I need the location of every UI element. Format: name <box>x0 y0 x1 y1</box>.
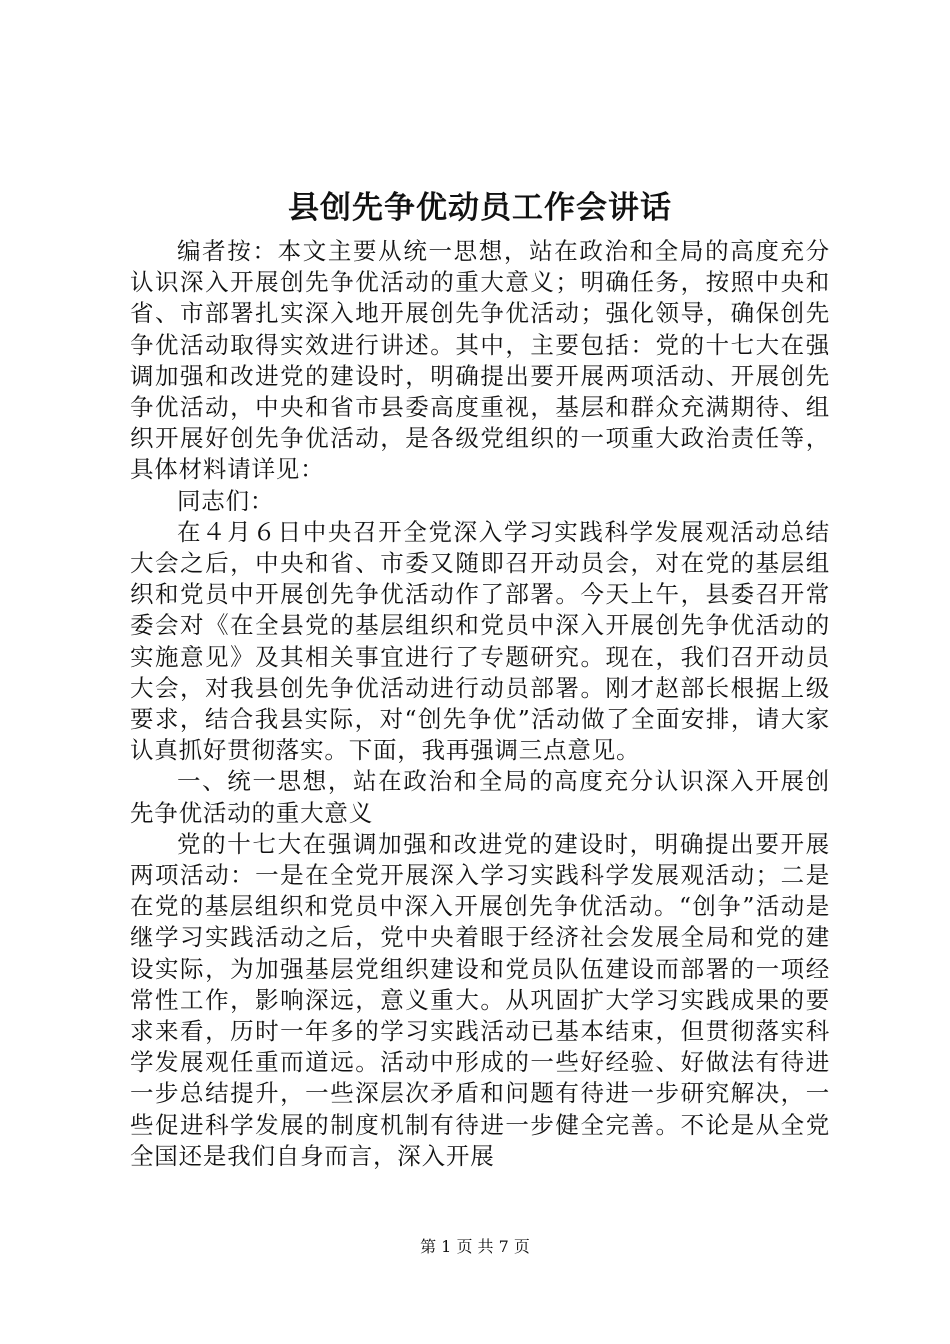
document-page <box>130 180 830 1172</box>
salutation-paragraph: 同志们： <box>177 486 275 515</box>
body-paragraph: 党的十七大在强调加强和改进党的建设时，明确提出要开展两项活动：一是在全党开展深入学习实践科学发展观活动；二是在党的基层组织和党员中深入开展创先争优活动。“创争”活动是继学习实践活动之后，党中央着眼于经济社会发展全局和党的建设实际，为加强基层党组织建设和党员队伍建设而部署的一项经常性工作，影响深远，意义重大。从巩固扩大学习实践成果的要求来看，历时一年多的学习实践活动已基本结束，但贯彻落实科学发展观任重而道远。活动中形成的一些好经验、好做法有待进一步总结提升，一些深层次矛盾和问题有待进一步研究解决，一些促进科学发展的制度机制有待进一步健全完善。不论是从全党全国还是我们自身而言，深入开展 <box>130 829 830 1170</box>
section-heading-one: 一、统一思想，站在政治和全局的高度充分认识深入开展创先争优活动的重大意义 <box>130 767 830 827</box>
document-title: 县创先争优动员工作会讲话 <box>288 190 672 226</box>
page-number-footer: 第 1 页 共 7 页 <box>420 1237 530 1256</box>
editor-note-paragraph: 编者按：本文主要从统一思想，站在政治和全局的高度充分认识深入开展创先争优活动的重大意义；明确任务，按照中央和省、市部署扎实深入地开展创先争优活动；强化领导，确保创先争优活动取得实效进行讲述。其中，主要包括：党的十七大在强调加强和改进党的建设时，明确提出要开展两项活动、开展创先争优活动，中央和省市县委高度重视，基层和群众充满期待、组织开展好创先争优活动，是各级党组织的一项重大政治责任等，具体材料请详见： <box>130 237 830 484</box>
body-paragraph: 在４月６日中央召开全党深入学习实践科学发展观活动总结大会之后，中央和省、市委又随即召开动员会，对在党的基层组织和党员中开展创先争优活动作了部署。今天上午，县委召开常委会对《在全县党的基层组织和党员中深入开展创先争优活动的实施意见》及其相关事宜进行了专题研究。现在，我们召开动员大会，对我县创先争优活动进行动员部署。刚才赵部长根据上级要求，结合我县实际，对“创先争优”活动做了全面安排，请大家认真抓好贯彻落实。下面，我再强调三点意见。 <box>130 517 830 765</box>
